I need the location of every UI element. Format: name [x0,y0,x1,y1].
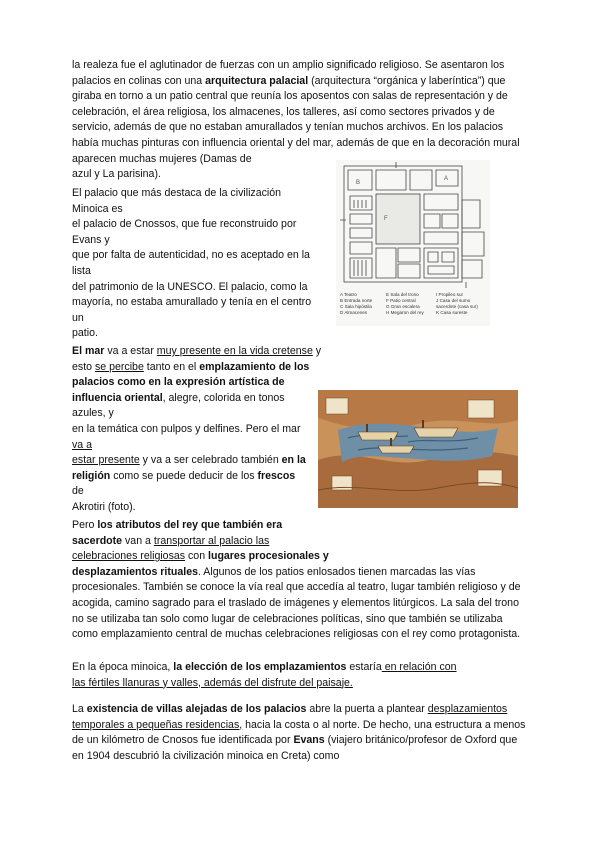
legend-entry: B Entrada norte [340,298,373,303]
text: mayoría, no estaba amurallado y tenía en el centro [72,296,312,309]
text-underlined: muy presente en la vida cretense [156,345,313,357]
text-bold: la elección de los emplazamientos [173,661,347,673]
text: La [72,703,87,715]
plan-label-b: B [356,180,361,186]
legend-entry: C Sala hipóstila [340,304,372,309]
text: va a estar [104,345,157,357]
text-bold: El mar [72,345,105,357]
text-underlined: se percibe [94,360,144,373]
text-bold: en la [281,454,306,467]
text-bold: sacerdote [72,534,123,547]
text: lista [72,264,91,277]
text: y [312,345,322,357]
legend-entry: H Megaron del rey [386,310,424,315]
text-bold: los atributos del rey que también era [97,519,283,531]
text: . Algunos de los patios enlosados tienen marcadas las vías procesionales. También se conoce la vía real que accedía al teatro, lugar también religioso y de acogida, camino sagrado para el traslado de imágenes y elementos litúrgicos. La sala del trono no se utilizaba tan solo como lugar de celebraciones políticas, sino que también se utilizaba como emplazamiento central de muchas celebraciones religiosas con el rey como protagonista. [72,565,521,641]
paragraph-cnossos [72,186,332,342]
text: de [72,485,84,498]
legend-entry: F Patio central [386,298,416,303]
text: estaría [346,661,382,673]
text-underlined: en relación con [381,661,457,673]
text-bold: religión [72,469,111,482]
text: la realeza fue el aglutinador de fuerzas con un amplio significado religioso. Se asentaron los palacios en colinas con una [72,59,505,87]
akrotiri-fresco-image [318,390,518,508]
text-bold: existencia de villas alejadas de los palacios [86,703,307,715]
legend-entry: D Almacenes [340,310,368,315]
text-underlined: estar presente [72,454,140,467]
legend-entry: K Casa sureste [436,310,468,315]
text: El palacio que más destaca de la civilización [72,187,282,199]
paragraph-villas [72,702,528,764]
text: , alegre, colorida en tonos [162,391,285,404]
text: azul y La parisina). [72,168,161,181]
text: van a [122,534,154,547]
palace-plan-image [336,160,490,326]
text: y va a ser celebrado también [139,454,282,467]
text: tanto en el [143,360,200,373]
text-bold: arquitectura palacial [205,74,309,87]
text-underlined: transportar al palacio las [153,534,270,547]
text-bold: lugares procesionales y [208,550,329,563]
text-bold: palacios como en la expresión artística de [72,376,285,389]
text: el palacio de Cnossos, que fue reconstruido por [72,218,297,231]
text: abre la puerta a plantear [306,703,428,715]
legend-entry: G Gran escalera [386,304,420,309]
paragraph-sea [72,344,334,516]
fresco-drawing [318,390,518,508]
text: (arquitectura “orgánica y laberíntica”) que giraba en torno a un patio central que reunía los aposentos con salas de representación y de celebración, el área religiosa, los almacenes, los talleres, así como sectores privados y de servicio, además de que no estaban amurallados y tenían muchos archivos. En los palacios había muchas pinturas con influencia oriental y del mar, además de que en la decoración mural aparecen muchas mujeres (Damas de [72,74,520,165]
text: (viajero británico/profesor de Oxford que en 1904 descubrió la civilización minoica en Creta) como [72,734,518,762]
text: patio. [72,327,98,340]
text-underlined: desplazamientos temporales a pequeñas residencias, [72,703,508,731]
text-bold: frescos [257,469,296,482]
legend-entry: J Casa del sumo [436,298,471,303]
text-bold: influencia oriental [72,391,163,404]
legend-entry: sacerdote (casa sur) [436,304,478,309]
text: azules, y [72,407,114,420]
text: con [185,550,209,563]
text: un [72,311,84,324]
legend-entry: E Sala del trono [386,292,419,297]
text: del patrimonio de la UNESCO. El palacio, como la [72,280,308,293]
legend-entry: I Propileo sur [436,292,464,297]
text-underlined: las [72,676,86,689]
floor-plan-drawing [336,160,490,326]
text-underlined: va a [72,438,93,451]
text: Evans y [72,233,110,246]
text: que por falta de autenticidad, no es aceptado en la [72,249,310,262]
text-bold: emplazamiento de los [199,360,310,373]
paragraph-king-attributes [72,518,528,643]
text: Akrotiri (foto). [72,500,136,513]
paragraph-locations [72,660,528,691]
text: en la temática con pulpos y delfines. Pero el mar [72,422,301,435]
text: En la época minoica, [72,661,174,673]
text-bold: desplazamientos rituales [72,565,198,578]
text-underlined: celebraciones religiosas [72,550,186,563]
plan-label-f: F [384,216,388,222]
text-underlined: fértiles llanuras y valles, además del disfrute del paisaje. [85,676,353,689]
text: Minoica es [72,202,123,215]
text: hacia la costa o al norte. De hecho, una estructura a menos de un kilómetro de Cnosos fue identificada por [72,718,526,747]
text-bold: Evans [293,734,325,747]
plan-label-a: A [444,176,449,182]
text: esto [72,360,95,373]
legend-entry: A Teatro [340,292,357,297]
text: Pero [72,519,98,531]
text: como se puede deducir de los [110,469,258,482]
